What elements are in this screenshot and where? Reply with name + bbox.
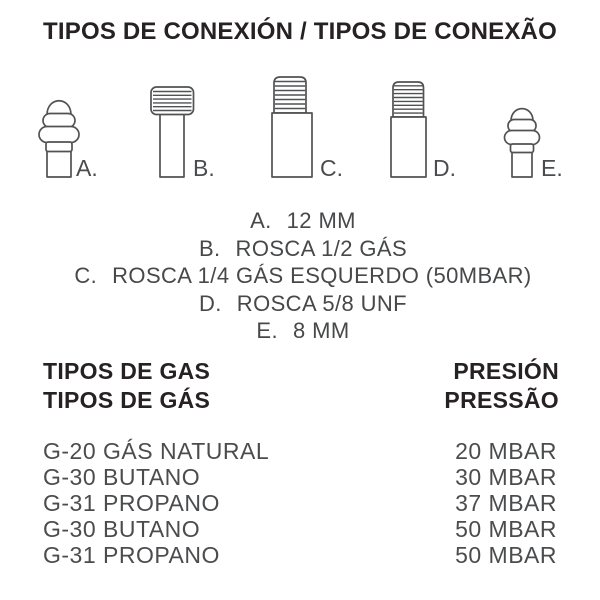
connector-d-label: D. xyxy=(433,155,456,181)
gas-type-cell: G-31 PROPANO xyxy=(43,542,220,568)
barb-nozzle-icon xyxy=(37,93,81,178)
threaded-cap-connector-icon xyxy=(150,86,195,178)
pressure-header-es: PRESIÓN xyxy=(453,358,559,384)
list-item xyxy=(6,317,600,345)
connector-e-label: E. xyxy=(541,155,563,181)
threaded-cylinder-connector-icon xyxy=(390,80,427,178)
list-item-letter: E. xyxy=(256,318,278,343)
connector-d-figure xyxy=(390,80,427,178)
page-title: TIPOS DE CONEXIÓN / TIPOS DE CONEXÃO xyxy=(43,18,557,45)
gas-types-header xyxy=(43,357,210,415)
list-item xyxy=(6,262,600,290)
connector-c-label: C. xyxy=(320,155,343,181)
gas-type-cell: G-30 BUTANO xyxy=(43,516,201,542)
pressure-cell: 30 MBAR xyxy=(455,464,557,490)
gas-types-header-es: TIPOS DE GAS xyxy=(43,358,211,384)
threaded-cylinder-connector-icon xyxy=(271,75,314,178)
pressure-cell: 37 MBAR xyxy=(455,490,557,516)
pressure-column xyxy=(455,438,557,568)
connection-type-list xyxy=(0,207,600,345)
pressure-cell: 50 MBAR xyxy=(455,542,557,568)
list-item-text: 8 MM xyxy=(292,318,350,343)
gas-types-header-pt: TIPOS DE GÁS xyxy=(43,387,211,413)
connector-b-figure xyxy=(150,86,195,178)
pressure-cell: 50 MBAR xyxy=(455,516,557,542)
connector-c-figure xyxy=(271,75,314,178)
barb-nozzle-icon xyxy=(503,102,543,178)
list-item-letter: D. xyxy=(198,290,222,316)
list-item xyxy=(6,235,600,263)
gas-type-cell: G-20 GÁS NATURAL xyxy=(43,438,270,464)
list-item-letter: B. xyxy=(198,235,221,261)
list-item-text: ROSCA 1/4 GÁS ESQUERDO (50MBAR) xyxy=(112,263,532,288)
list-item xyxy=(6,290,600,318)
list-item-text: ROSCA 5/8 UNF xyxy=(236,290,408,316)
list-item-text: 12 MM xyxy=(286,208,356,233)
connector-b-label: B. xyxy=(193,155,215,181)
list-item xyxy=(6,207,600,235)
gas-type-cell: G-31 PROPANO xyxy=(43,490,220,516)
list-item-text: ROSCA 1/2 GÁS xyxy=(235,235,408,261)
connector-e-figure xyxy=(503,102,543,178)
gas-type-cell: G-30 BUTANO xyxy=(43,464,201,490)
list-item-letter: A. xyxy=(250,208,272,233)
list-item-letter: C. xyxy=(74,263,98,288)
pressure-header xyxy=(444,357,559,415)
connector-a-label: A. xyxy=(76,155,98,181)
gas-type-column xyxy=(43,438,269,568)
connector-a-figure xyxy=(37,93,81,178)
pressure-header-pt: PRESSÃO xyxy=(444,387,559,413)
pressure-cell: 20 MBAR xyxy=(455,438,557,464)
